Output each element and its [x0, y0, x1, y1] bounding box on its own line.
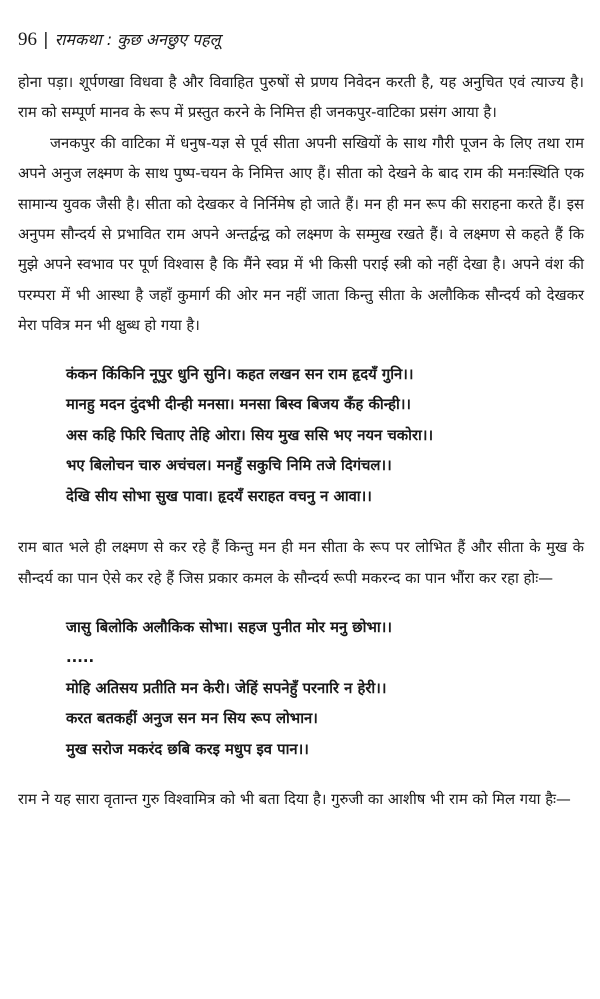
verse-line: मुख सरोज मकरंद छबि करइ मधुप इव पान।। [66, 740, 309, 758]
verse-line: अस कहि फिरि चिताए तेहि ओरा। सिय मुख ससि भए नयन चकोरा।। [66, 426, 434, 444]
verse-block-2 [18, 613, 584, 766]
paragraph-1: होना पड़ा। शूर्पणखा विधवा है और विवाहित पुरुषों से प्रणय निवेदन करती है, यह अनुचित एवं त्याज्य है। राम को सम्पूर्ण मानव के रूप में प्रस्तुत करने के निमित्त ही जनकपुर-वाटिका प्रसंग आया है। [18, 74, 584, 122]
verse-block-1 [18, 360, 584, 513]
verse-ellipsis: ..... [66, 649, 95, 667]
header-separator: | [43, 30, 49, 50]
verse-line: करत बतकहीं अनुज सन मन सिय रूप लोभान। [66, 710, 318, 728]
verse-line: जासु बिलोकि अलौकिक सोभा। सहज पुनीत मोर मनु छोभा।। [66, 618, 392, 636]
verse-line: मोहि अतिसय प्रतीति मन केरी। जेहिं सपनेहुँ परनारि न हेरी।। [66, 679, 387, 697]
verse-line: भए बिलोचन चारु अचंचल। मनहुँ सकुचि निमि तजे दिगंचल।। [66, 457, 392, 475]
paragraph-4: राम ने यह सारा वृतान्त गुरु विश्वामित्र को भी बता दिया है। गुरुजी का आशीष भी राम को मिल गया हैः— [18, 791, 571, 809]
page-body [18, 68, 584, 816]
paragraph-2: जनकपुर की वाटिका में धनुष-यज्ञ से पूर्व सीता अपनी सखियों के साथ गौरी पूजन के लिए तथा राम अपने अनुज लक्ष्मण के साथ पुष्प-चयन के निमित्त आए हैं। सीता को देखने के बाद राम की मनःस्थिति एक सामान्य युवक जैसी है। सीता को देखकर वे निर्निमेष हो जाते हैं। मन ही मन रूप की सराहना करते हैं। इस अनुपम सौन्दर्य से प्रभावित राम अपने अन्तर्द्वन्द्व को लक्ष्मण के सम्मुख रखते हैं। वे लक्ष्मण से कहते हैं कि मुझे अपने स्वभाव पर पूर्ण विश्वास है कि मैंने स्वप्न में भी किसी पराई स्त्री को नहीं देखा है। अपने वंश की परम्परा में भी आस्था है जहाँ कुमार्ग की ओर मन नहीं जाता किन्तु सीता के अलौकिक सौन्दर्य को देखकर मेरा पवित्र मन भी क्षुब्ध हो गया है। [18, 134, 584, 335]
verse-line: देखि सीय सोभा सुख पावा। हृदयँ सराहत वचनु न आवा।। [66, 487, 372, 505]
book-title: रामकथा : कुछ अनछुए पहलू [54, 30, 221, 49]
page-number: 96 [18, 29, 37, 50]
running-header [18, 28, 221, 52]
paragraph-3: राम बात भले ही लक्ष्मण से कर रहे हैं किन्तु मन ही मन सीता के रूप पर लोभित हैं और सीता के मुख के सौन्दर्य का पान ऐसे कर रहे हैं जिस प्रकार कमल के सौन्दर्य रूपी मकरन्द का पान भौंरा कर रहा होः— [18, 539, 584, 587]
verse-line: कंकन किंकिनि नूपुर धुनि सुनि। कहत लखन सन राम हृदयँ गुनि।। [66, 365, 414, 383]
verse-line: मानहु मदन दुंदभी दीन्ही मनसा। मनसा बिस्व बिजय कँह कीन्ही।। [66, 396, 412, 414]
